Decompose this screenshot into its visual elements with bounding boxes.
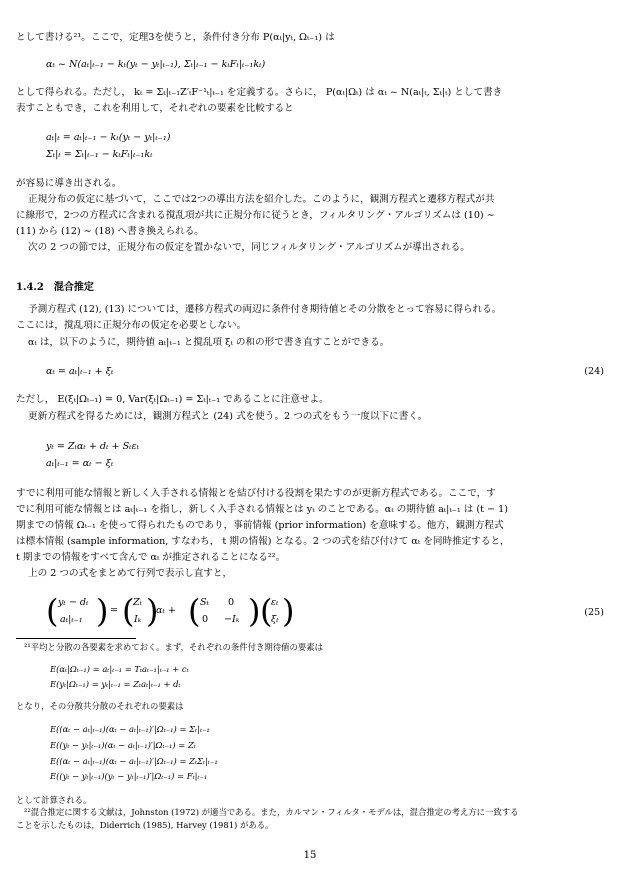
error-vector: ( εₜ ξₜ ) <box>260 592 295 630</box>
footnote-22: ²²混合推定に関する文献は，Johnston (1972) が適当である。また，カルマン・フィルタ・モデルは，混合推定の考え方に一致する <box>24 807 519 817</box>
matrix-cell: Iₖ <box>134 614 142 625</box>
matrix-cell: ξₜ <box>271 614 279 625</box>
paragraph-line: 更新方程式を得るためには，観測方程式と (24) 式を使う。2 つの式をもう一度以下に書く。 <box>28 411 428 422</box>
footnote-equation: E(αₜ|Ωₜ₋₁) = aₜ|ₜ₋₁ = Tₜaₜ₋₁|ₜ₋₁ + cₜ <box>50 664 189 674</box>
equals-sign: = <box>110 605 119 616</box>
footnote-equation: E((yₜ − yₜ|ₜ₋₁)(yₜ − yₜ|ₜ₋₁)′|Ωₜ₋₁) = Fₜ|ₜ₋₁ <box>50 771 208 781</box>
paragraph-line: (11) から (12) ∼ (18) へ書き換えられる。 <box>16 226 204 237</box>
footnote-text: ことを示したものは，Diderrich (1985), Harvey (1981) がある。 <box>16 820 274 830</box>
paragraph-line: でに利用可能な情報とは aₜ|ₜ₋₁ を指し，新しく入手される情報とは yₜ のことである。αₜ の期待値 aₜ|ₜ₋₁ は (t − 1) <box>16 504 508 515</box>
equation-transition: aₜ|ₜ₋₁ = αₜ − ξₜ <box>46 458 114 469</box>
paragraph-line: 次の 2 つの節では，正規分布の仮定を置かないで，同じフィルタリング・アルゴリズムが導出される。 <box>28 242 470 253</box>
s-matrix: ( Sₜ 0 0 −Iₖ ) <box>188 592 261 630</box>
paragraph-line: αₜ は，以下のように，期待値 aₜ|ₜ₋₁ と撹乱項 ξₜ の和の形で書き直すことができる。 <box>28 337 390 348</box>
matrix-cell: 0 <box>202 614 209 625</box>
page-number: 15 <box>303 850 317 861</box>
matrix-cell: −Iₖ <box>224 614 240 625</box>
paragraph-line: t 期までの情報をすべて含んで αₜ が推定されることになる²²。 <box>16 552 286 563</box>
matrix-cell: Zₜ <box>133 597 143 608</box>
matrix-cell: Sₜ <box>200 597 209 608</box>
alpha-term: αₜ + <box>156 605 176 616</box>
paragraph-line: 上の 2 つの式をまとめて行列で表示し直すと， <box>28 568 233 579</box>
paragraph-line: すでに利用可能な情報と新しく入手される情報とを結び付ける役割を果たすのが更新方程式である。ここで，す <box>16 488 496 499</box>
matrix-equation-25 <box>46 593 306 631</box>
footnote-equation: E((αₜ − aₜ|ₜ₋₁)(αₜ − aₜ|ₜ₋₁)′|Ωₜ₋₁) = Σₜ|ₜ₋₁ <box>50 724 210 734</box>
paragraph-line: として書ける²¹。ここで，定理3を使うと，条件付き分布 P(αₜ|yₜ, Ωₜ₋₁) は <box>16 32 335 43</box>
paragraph-line: が容易に導き出される。 <box>16 178 122 189</box>
footnote-text: となり，その分散共分散のそれぞれの要素は <box>16 701 184 711</box>
footnote-text: として計算される。 <box>16 795 92 805</box>
footnote-rule <box>16 638 136 639</box>
paragraph-line: に線形で，2つの方程式に含まれる撹乱項が共に正規分布に従うとき，フィルタリング・アルゴリズムは (10) ∼ <box>16 210 495 221</box>
equation-number: (24) <box>584 366 604 377</box>
equation-conditional-distribution: αₜ ~ N(aₜ|ₜ₋₁ − kₜ(yₜ − yₜ|ₜ₋₁), Σₜ|ₜ₋₁ − kₜFₜ|ₜ₋₁kₜ) <box>46 59 266 70</box>
z-vector: ( Zₜ Iₖ ) <box>122 592 159 630</box>
paragraph-line: 期までの情報 Ωₜ₋₁ を使って得られたものであり，事前情報 (prior information) を意味する。他方，観測方程式 <box>16 520 504 531</box>
equation-observation: yₜ = Zₜαₜ + dₜ + Sₜεₜ <box>46 441 140 452</box>
matrix-cell: εₜ <box>271 597 279 608</box>
paragraph-line: 正規分布の仮定に基づいて，ここでは2つの導出方法を紹介した。このように，観測方程式と遷移方程式が共 <box>28 194 495 205</box>
footnote-equation: E(yₜ|Ωₜ₋₁) = yₜ|ₜ₋₁ = Zₜaₜ|ₜ₋₁ + dₜ <box>50 679 181 689</box>
equation-number: (25) <box>584 607 604 618</box>
lhs-vector: ( yₜ − dₜ aₜ|ₜ₋₁ ) <box>46 592 109 630</box>
matrix-cell: 0 <box>228 597 235 608</box>
footnote-21: ²¹平均と分散の各要素を求めておく。まず，それぞれの条件付き期待値の要素は <box>24 642 323 652</box>
equation-update-mean: aₜ|ₜ = aₜ|ₜ₋₁ − kₜ(yₜ − yₜ|ₜ₋₁) <box>46 132 171 143</box>
paragraph-line: ただし， E(ξₜ|Ωₜ₋₁) = 0, Var(ξₜ|Ωₜ₋₁) = Σₜ|ₜ₋₁ であることに注意せよ。 <box>16 394 329 405</box>
paragraph-line: 予測方程式 (12), (13) については，遷移方程式の両辺に条件付き期待値とその分散をとって容易に得られる。 <box>28 304 502 315</box>
footnote-equation: E((yₜ − yₜ|ₜ₋₁)(αₜ − aₜ|ₜ₋₁)′|Ωₜ₋₁) = Zₜ <box>50 740 196 750</box>
section-heading: 1.4.2 混合推定 <box>16 282 94 293</box>
matrix-cell: aₜ|ₜ₋₁ <box>60 614 83 625</box>
paragraph-line: として得られる。ただし， kₜ = Σₜ|ₜ₋₁Z′ₜF⁻¹ₜ|ₜ₋₁ を定義する。さらに， P(αₜ|Ωₜ) は αₜ ~ N(aₜ|ₜ, Σₜ|ₜ) として書き <box>16 87 503 98</box>
paragraph-line: は標本情報 (sample information, すなわち， t 期の情報) となる。2 つの式を結び付けて αₜ を同時推定すると， <box>16 536 510 547</box>
equation-24: αₜ = aₜ|ₜ₋₁ + ξₜ <box>46 366 114 377</box>
footnote-equation: E((αₜ − aₜ|ₜ₋₁)(αₜ − aₜ|ₜ₋₁)′|Ωₜ₋₁) = ZₜΣₜ|ₜ₋₁ <box>50 756 218 766</box>
matrix-cell: yₜ − dₜ <box>58 597 89 608</box>
paragraph-line: 表すこともでき，これを利用して，それぞれの要素を比較すると <box>16 103 294 114</box>
paragraph-line: ここには，撹乱項に正規分布の仮定を必要としない。 <box>16 320 247 331</box>
equation-update-variance: Σₜ|ₜ = Σₜ|ₜ₋₁ − kₜFₜ|ₜ₋₁kₜ <box>46 149 153 160</box>
